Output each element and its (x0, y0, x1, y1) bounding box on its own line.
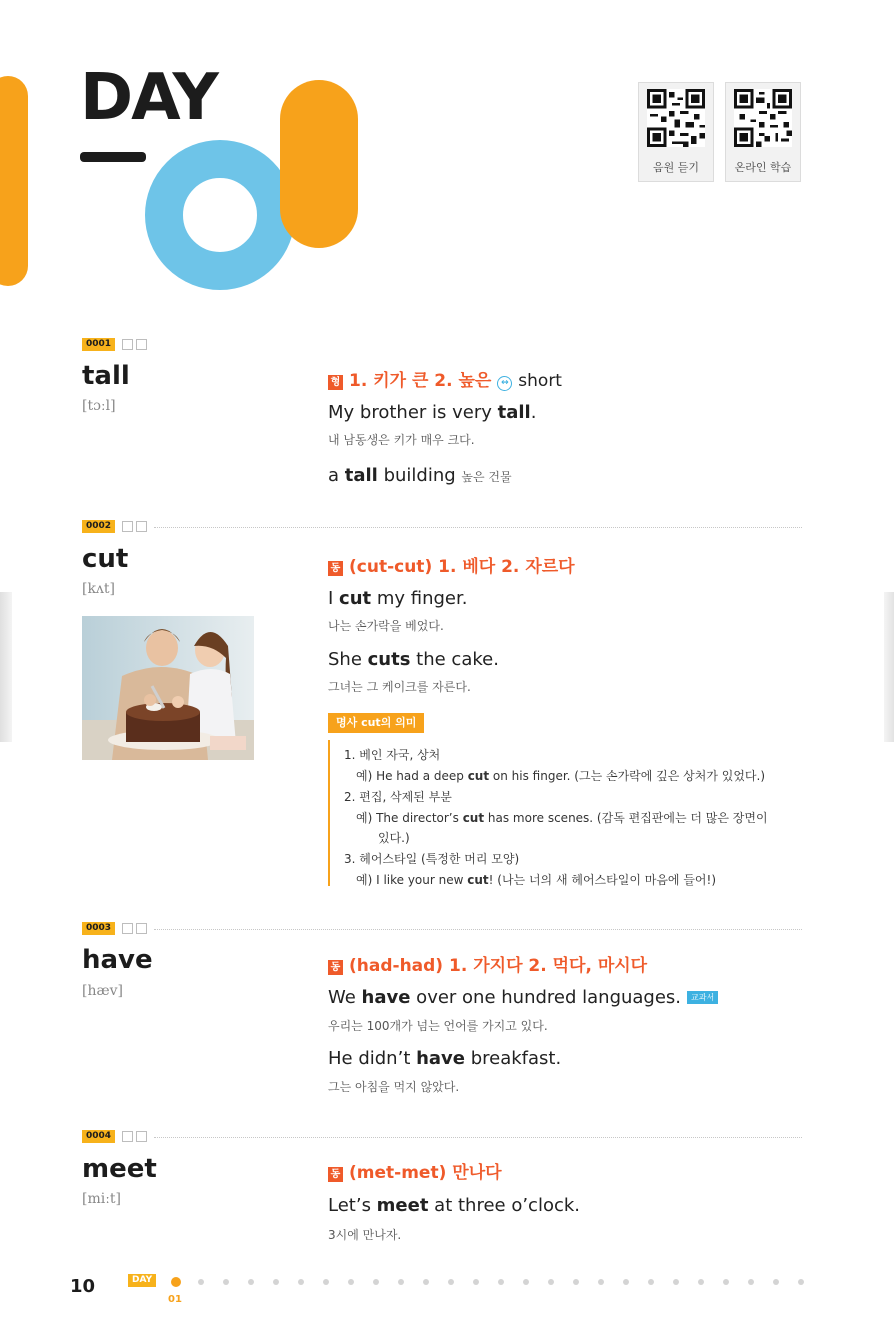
day-dash-decoration (80, 152, 146, 162)
progress-dot (648, 1279, 654, 1285)
note-example: 예) I like your new cut! (나는 너의 새 헤어스타일이 마음에 들어!) (356, 873, 717, 887)
note-example: 예) He had a deep cut on his finger. (그는 손가락에 깊은 상처가 있었다.) (356, 769, 766, 783)
progress-dot (798, 1279, 804, 1285)
footer-day-number: 01 (168, 1294, 182, 1305)
progress-dot (698, 1279, 704, 1285)
note-heading: 3. 헤어스타일 (특정한 머리 모양) (344, 852, 520, 866)
left-page-tab (0, 592, 12, 742)
example-translation: 우리는 100개가 넘는 언어를 가지고 있다. (328, 1019, 548, 1033)
review-checkbox[interactable] (122, 1131, 133, 1142)
phonetic: [kʌt] (82, 581, 115, 597)
review-checkbox[interactable] (136, 521, 147, 532)
example-translation: 3시에 만나자. (328, 1228, 402, 1242)
entry-divider (154, 929, 802, 930)
headword: have (82, 945, 153, 975)
note-title: 명사 cut의 의미 (328, 713, 424, 733)
progress-dot (398, 1279, 404, 1285)
example-sentence: Let’s meet at three o’clock. (328, 1195, 581, 1216)
headword: tall (82, 361, 130, 391)
review-checkbox[interactable] (122, 923, 133, 934)
progress-dot (623, 1279, 629, 1285)
entry-number-badge: 0004 (82, 1130, 115, 1143)
note-heading: 2. 편집, 삭제된 부분 (344, 790, 452, 804)
qr-code-icon (647, 89, 705, 147)
progress-dot (548, 1279, 554, 1285)
page-number: 10 (70, 1276, 96, 1297)
meaning: 1. 키가 큰 2. 높은 (349, 371, 492, 391)
example-sentence: We have over one hundred languages. 교과서 (328, 987, 718, 1008)
qr-online-study[interactable] (725, 82, 801, 182)
phonetic: [tɔːl] (82, 398, 116, 414)
meaning: 1. 가지다 2. 먹다, 마시다 (449, 956, 648, 976)
progress-dot (748, 1279, 754, 1285)
cake-cutting-photo (82, 616, 254, 760)
progress-dot (473, 1279, 479, 1285)
progress-dot (773, 1279, 779, 1285)
day-number-zero-graphic (145, 140, 295, 290)
progress-dot (323, 1279, 329, 1285)
verb-forms: (had-had) (349, 956, 444, 976)
headword: cut (82, 544, 129, 574)
review-checkbox[interactable] (122, 339, 133, 350)
meaning-line (328, 951, 647, 976)
review-checkbox[interactable] (136, 923, 147, 934)
example-sentence: She cuts the cake. (328, 649, 499, 670)
footer-day-badge: DAY (128, 1274, 156, 1287)
meaning: 만나다 (452, 1163, 502, 1183)
example-translation: 내 남동생은 키가 매우 크다. (328, 433, 475, 447)
progress-dot (348, 1279, 354, 1285)
progress-dot (723, 1279, 729, 1285)
note-border (328, 740, 330, 886)
review-checkbox[interactable] (122, 521, 133, 532)
entry-number-badge: 0003 (82, 922, 115, 935)
progress-dot (498, 1279, 504, 1285)
progress-dot (523, 1279, 529, 1285)
note-heading: 1. 베인 자국, 상처 (344, 748, 441, 762)
entry-number-badge: 0001 (82, 338, 115, 351)
antonym: short (518, 371, 562, 391)
verb-forms: (met-met) (349, 1163, 447, 1183)
example-phrase: a tall building 높은 건물 (328, 465, 512, 486)
progress-dot (298, 1279, 304, 1285)
pos-verb-icon: 동 (328, 561, 343, 576)
meaning-line (328, 366, 562, 391)
qr-code-icon (734, 89, 792, 147)
entry-divider (154, 1137, 802, 1138)
pos-adjective-icon: 형 (328, 375, 343, 390)
progress-dot (598, 1279, 604, 1285)
entry-divider (154, 527, 802, 528)
textbook-badge: 교과서 (687, 991, 718, 1004)
pos-verb-icon: 동 (328, 1167, 343, 1182)
verb-forms: (cut-cut) (349, 557, 433, 577)
meaning: 1. 베다 2. 자르다 (438, 557, 575, 577)
progress-dot (273, 1279, 279, 1285)
progress-dot (198, 1279, 204, 1285)
day-title: DAY (80, 61, 217, 135)
day-number-one-graphic (280, 80, 358, 248)
progress-dot (223, 1279, 229, 1285)
example-translation: 나는 손가락을 베었다. (328, 619, 444, 633)
example-translation: 그녀는 그 케이크를 자른다. (328, 680, 471, 694)
note-example: 예) The director’s cut has more scenes. (감독 편집판에는 더 많은 장면이 (356, 811, 768, 825)
qr-label: 음원 듣기 (652, 161, 699, 174)
progress-dot (423, 1279, 429, 1285)
progress-dot (373, 1279, 379, 1285)
right-page-tab (884, 592, 894, 742)
progress-dot (573, 1279, 579, 1285)
progress-dot (448, 1279, 454, 1285)
pos-verb-icon: 동 (328, 960, 343, 975)
meaning-line (328, 1158, 502, 1183)
phonetic: [hæv] (82, 983, 124, 999)
example-translation: 그는 아침을 먹지 않았다. (328, 1080, 460, 1094)
headword: meet (82, 1154, 157, 1184)
example-sentence: I cut my finger. (328, 588, 468, 609)
example-sentence: My brother is very tall. (328, 402, 537, 423)
decorative-orange-bar (0, 76, 28, 286)
qr-label: 온라인 학습 (734, 161, 792, 174)
example-sentence: He didn’t have breakfast. (328, 1048, 562, 1069)
entry-number-badge: 0002 (82, 520, 115, 533)
note-example-continued: 있다.) (378, 831, 410, 845)
review-checkbox[interactable] (136, 339, 147, 350)
meaning-line (328, 552, 575, 577)
review-checkbox[interactable] (136, 1131, 147, 1142)
progress-dot-current (171, 1277, 181, 1287)
qr-listen-audio[interactable] (638, 82, 714, 182)
progress-dot (248, 1279, 254, 1285)
antonym-icon: ↔ (497, 376, 512, 391)
example-translation: 높은 건물 (461, 470, 512, 484)
progress-dot (673, 1279, 679, 1285)
phonetic: [miːt] (82, 1191, 122, 1207)
